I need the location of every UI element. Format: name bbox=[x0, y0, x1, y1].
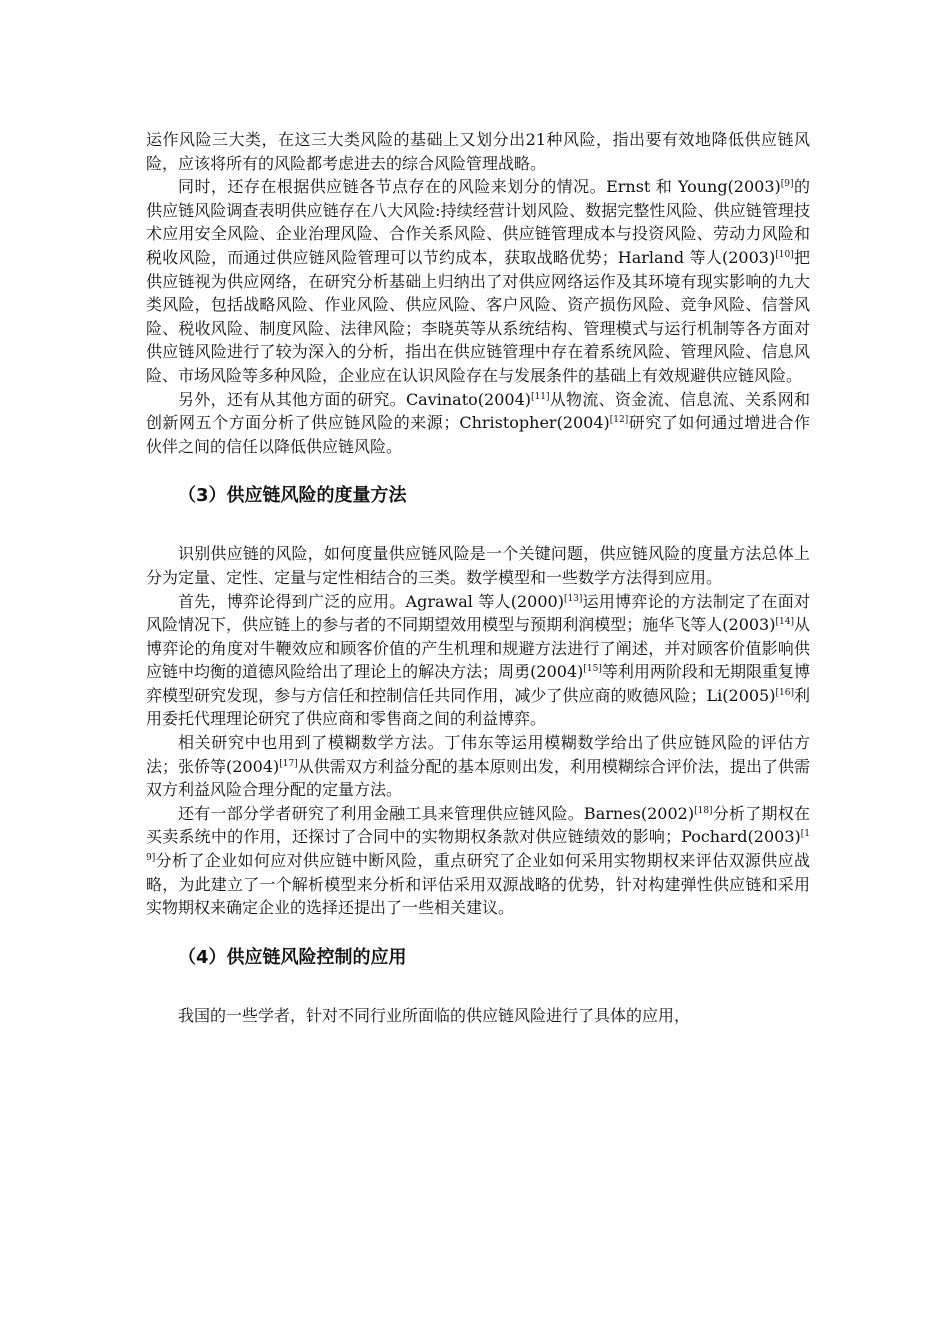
body-paragraph bbox=[146, 542, 810, 589]
citation-reference: [13] bbox=[563, 593, 583, 604]
body-paragraph bbox=[146, 802, 810, 920]
paragraph-text: 分析了期权在买卖系统中的作用，还探讨了合同中的实物期权条款对供应链绩效的影响；Pochard(2003) bbox=[146, 803, 810, 847]
paragraph-text: 分析了企业如何应对供应链中断风险，重点研究了企业如何采用实物期权来评估双源供应战略，为此建立了一个解析模型来分析和评估采用双源战略的优势，针对构建弹性供应链和采用实物期权来确定企业的选择还提出了一些相关建议。 bbox=[146, 851, 810, 918]
section-heading-risk-measurement: （3）供应链风险的度量方法 bbox=[178, 485, 407, 507]
citation-reference: [16] bbox=[775, 687, 794, 698]
paragraph-text: 把供应链视为供应网络，在研究分析基础上归纳出了对供应网络运作及其环境有现实影响的九大类风险，包括战略风险、作业风险、供应风险、客户风险、资产损伤风险、竞争风险、信誉风险、税收风险、制度风险、法律风险；李晓英等从系统结构、管理模式与运行机制等各方面对供应链风险进行了较为深入的分析，指出在供应链管理中存在着系统风险、管理风险、信息风险、市场风险等多种风险，企业应在认识风险存在与发展条件的基础上有效规避供应链风险。 bbox=[146, 247, 810, 385]
body-paragraph bbox=[146, 175, 810, 387]
paragraph-text: 的供应链风险调查表明供应链存在八大风险:持续经营计划风险、数据完整性风险、供应链管理技术应用安全风险、企业治理风险、合作关系风险、供应链管理成本与投资风险、劳动力风险和税收风险，而通过供应链风险管理可以节约成本，获取战略优势；Harland 等人(2003) bbox=[146, 177, 810, 267]
citation-reference: [9] bbox=[780, 179, 794, 190]
body-paragraph bbox=[146, 128, 810, 175]
paragraph-text: 利用委托代理理论研究了供应商和零售商之间的利益博弈。 bbox=[146, 685, 810, 729]
paragraph-text: 从物流、资金流、信息流、关系网和创新网五个方面分析了供应链风险的来源；Christopher(2004) bbox=[146, 389, 810, 433]
paragraph-text: 相关研究中也用到了模糊数学方法。丁伟东等运用模糊数学给出了供应链风险的评估方法；张侨等(2004) bbox=[146, 733, 810, 776]
citation-reference: [10] bbox=[775, 249, 794, 260]
paragraph-text: 识别供应链的风险，如何度量供应链风险是一个关键问题，供应链风险的度量方法总体上分为定量、定性、定量与定性相结合的三类。数学模型和一些数学方法得到应用。 bbox=[146, 544, 810, 587]
paragraph-text: 运用博弈论的方法制定了在面对风险情况下，供应链上的参与者的不同期望效用模型与预期利润模型；施华飞等人(2003) bbox=[146, 591, 810, 635]
citation-reference: [18] bbox=[694, 805, 713, 816]
citation-reference: [15] bbox=[583, 664, 602, 675]
page-body bbox=[146, 128, 810, 1027]
paragraph-text: 运作风险三大类，在这三大类风险的基础上又划分出21种风险，指出要有效地降低供应链风险，应该将所有的风险都考虑进去的综合风险管理战略。 bbox=[146, 130, 810, 173]
paragraph-text: 从供需双方利益分配的基本原则出发，利用模糊综合评价法，提出了供需双方利益风险合理分配的定量方法。 bbox=[146, 756, 810, 800]
paragraph-group-risk-classification bbox=[146, 128, 810, 458]
citation-reference: [19] bbox=[146, 829, 810, 864]
section-heading-risk-control-application: （4）供应链风险控制的应用 bbox=[178, 946, 407, 968]
body-paragraph bbox=[146, 1004, 810, 1028]
paragraph-text: 首先，博弈论得到广泛的应用。Agrawal 等人(2000) bbox=[178, 591, 564, 611]
citation-reference: [14] bbox=[775, 617, 794, 628]
paragraph-text: 还有一部分学者研究了利用金融工具来管理供应链风险。Barnes(2002) bbox=[178, 803, 695, 823]
body-paragraph bbox=[146, 731, 810, 802]
citation-reference: [12] bbox=[609, 415, 629, 426]
body-paragraph bbox=[146, 590, 810, 732]
paragraph-text: 研究了如何通过增进合作伙伴之间的信任以降低供应链风险。 bbox=[146, 413, 810, 456]
citation-reference: [11] bbox=[531, 391, 550, 402]
paragraph-text: 另外，还有从其他方面的研究。Cavinato(2004) bbox=[178, 389, 531, 409]
paragraph-text: 等利用两阶段和无期限重复博弈模型研究发现，参与方信任和控制信任共同作用，减少了供应商的败德风险；Li(2005) bbox=[146, 662, 810, 705]
paragraph-group-risk-measurement bbox=[146, 542, 810, 920]
citation-reference: [17] bbox=[279, 758, 298, 769]
paragraph-text: 同时，还存在根据供应链各节点存在的风险来划分的情况。Ernst 和 Young(2003) bbox=[178, 177, 781, 197]
body-paragraph bbox=[146, 388, 810, 459]
paragraph-group-risk-control-application bbox=[146, 1004, 810, 1028]
paragraph-text: 从博弈论的角度对牛鞭效应和顾客价值的产生机理和规避方法进行了阐述，并对顾客价值影响供应链中均衡的道德风险给出了理论上的解决方法；周勇(2004) bbox=[146, 615, 810, 682]
paragraph-text: 我国的一些学者，针对不同行业所面临的供应链风险进行了具体的应用， bbox=[178, 1005, 691, 1025]
